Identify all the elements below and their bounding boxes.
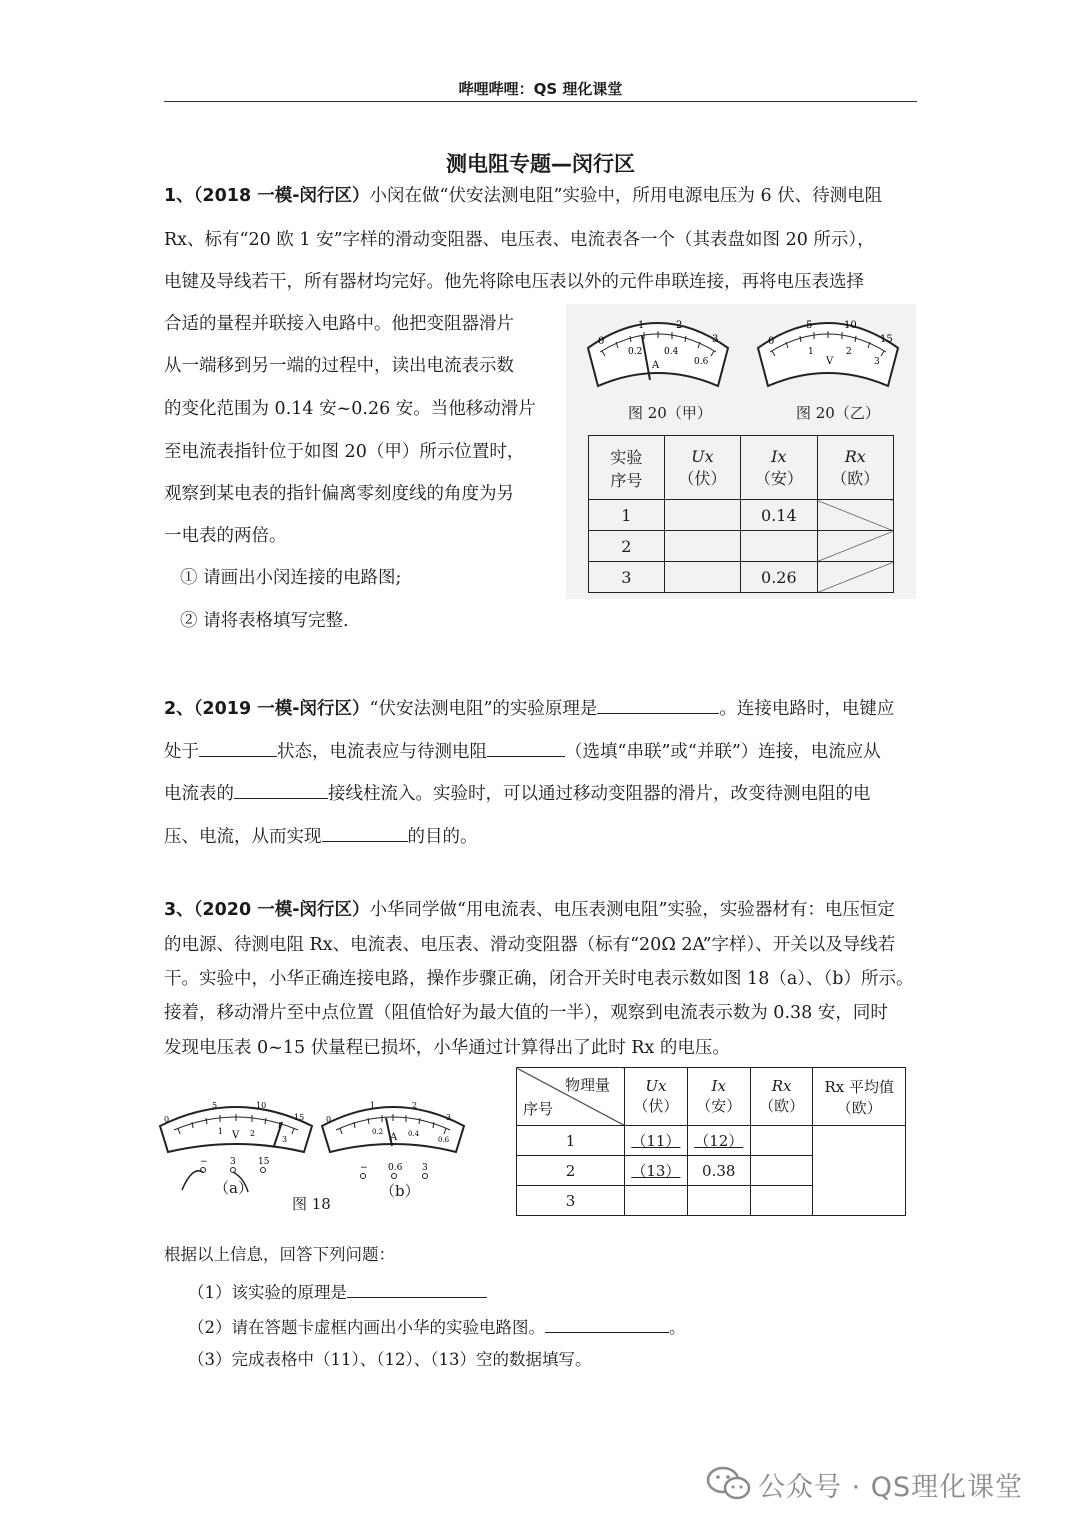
- q3-voltmeter-label: 10: [256, 1101, 267, 1110]
- table-cell: （13）: [624, 1156, 687, 1186]
- q3-ammeter-label: 0.6: [438, 1136, 450, 1144]
- table-row: [589, 562, 894, 593]
- header-divider: [164, 101, 917, 102]
- q3-voltmeter-label: V: [232, 1130, 240, 1141]
- table-row: [589, 531, 894, 562]
- table-cell: [624, 1186, 687, 1216]
- q1-header-cell: Ix （安）: [741, 436, 817, 500]
- q3-voltmeter-label: 15: [294, 1113, 305, 1122]
- q3-line-4: 接着，移动滑片至中点位置（阻值恰好为最大值的一半），观察到电流表示数为 0.38 安，同时: [164, 1003, 888, 1023]
- q1-header-cell: Ux （伏）: [664, 436, 740, 500]
- q3-fig-caption: 图 18: [292, 1195, 331, 1213]
- q1-voltmeter-label: 3: [874, 357, 880, 367]
- table-cell: [741, 531, 817, 562]
- diagonal-cell: [817, 562, 893, 593]
- q3-average-cell: [813, 1126, 906, 1216]
- q1-voltmeter-label: 0: [768, 336, 775, 347]
- q3-terminal-label: 3: [422, 1163, 428, 1173]
- q1-header-cell: 实验 序号: [589, 436, 665, 500]
- q3-voltmeter-label: 5: [212, 1101, 218, 1110]
- table-cell: [664, 500, 740, 531]
- q2-line-1: 2、（2019 一模-闵行区）“伏安法测电阻”的实验原理是 。连接电路时，电键应: [164, 694, 894, 721]
- table-cell: 1: [589, 500, 665, 531]
- q1-voltmeter-label: 5: [806, 320, 813, 331]
- q1-data-table: [588, 435, 894, 593]
- table-cell: 1: [517, 1126, 625, 1156]
- q3-ammeter-label: 2: [412, 1101, 418, 1110]
- q1-line-3: 电键及导线若干，所有器材均完好。他先将除电压表以外的元件串联连接，再将电压表选择: [164, 272, 864, 292]
- watermark-text: 公众号 · QS理化课堂: [758, 1472, 1024, 1503]
- q3-terminal-label: −: [360, 1163, 368, 1173]
- table-cell: [664, 562, 740, 593]
- q2-line-2: 处于 状态，电流表应与待测电阻 （选填“串联”或“并联”）连接，电流应从: [164, 737, 881, 764]
- q1-line-2: Rx、标有“20 欧 1 安”字样的滑动变阻器、电压表、电流表各一个（其表盘如图 20 所示），: [164, 230, 875, 250]
- q3-ammeter-label: 1: [370, 1101, 376, 1110]
- q2-blank-4[interactable]: [234, 779, 328, 799]
- table-cell: 2: [517, 1156, 625, 1186]
- q1-ammeter-label: A: [652, 360, 660, 371]
- q1-ammeter-label: 3: [712, 334, 719, 345]
- q3-blank-1[interactable]: [347, 1278, 487, 1298]
- table-cell: 0.26: [741, 562, 817, 593]
- q1-ammeter-dial: [578, 308, 738, 396]
- q3-ammeter-label: 0.2: [372, 1128, 384, 1136]
- q1-voltmeter-label: V: [826, 356, 834, 367]
- table-cell: 0.14: [741, 500, 817, 531]
- q3-fig-a-label: （a）: [214, 1179, 253, 1197]
- q3-line-2: 的电源、待测电阻 Rx、电流表、电压表、滑动变阻器（标有“20Ω 2A”字样）、开关以及导线若: [164, 935, 896, 955]
- q1-line-4: 合适的量程并联接入电路中。他把变阻器滑片: [164, 314, 514, 334]
- q2-blank-1[interactable]: [597, 694, 719, 714]
- q3-line-3: 干。实验中，小华正确连接电路，操作步骤正确，闭合开关时电表示数如图 18（a）、（b）所示。: [164, 969, 914, 989]
- q3-line-5: 发现电压表 0~15 伏量程已损坏，小华通过计算得出了此时 Rx 的电压。: [164, 1038, 730, 1058]
- q1-line-1: 1、（2018 一模-闵行区）小闵在做“伏安法测电阻”实验中，所用电源电压为 6 伏、待测电阻: [164, 186, 883, 206]
- q3-voltmeter-label: 2: [250, 1129, 256, 1138]
- table-cell: [687, 1186, 750, 1216]
- q3-intro: 根据以上信息，回答下列问题：: [164, 1245, 395, 1264]
- table-cell: 3: [589, 562, 665, 593]
- q3-voltmeter-label: 0: [164, 1115, 170, 1124]
- q3-ammeter-dial: [318, 1096, 468, 1186]
- q1-ammeter-label: 0.2: [628, 347, 643, 357]
- q1-line-8: 观察到某电表的指针偏离零刻度线的角度为另: [164, 484, 514, 504]
- table-cell: （12）: [687, 1126, 750, 1156]
- page-title: 测电阻专题—闵行区: [446, 152, 635, 176]
- q3-terminal-label: 0.6: [388, 1163, 403, 1173]
- q3-sub-2: （2）请在答题卡虚框内画出小华的实验电路图。 。: [188, 1313, 686, 1340]
- q2-line-4: 压、电流，从而实现 的目的。: [164, 822, 478, 849]
- table-cell: 3: [517, 1186, 625, 1216]
- q1-line-6: 的变化范围为 0.14 安~0.26 安。当他移动滑片: [164, 399, 536, 419]
- q3-header-cell: Rx （欧）: [750, 1068, 813, 1126]
- q3-terminal-label: 3: [230, 1157, 236, 1167]
- table-cell: [750, 1156, 813, 1186]
- table-row: [589, 500, 894, 531]
- q1-ammeter-label: 0.4: [664, 347, 679, 357]
- q3-blank-2[interactable]: [545, 1313, 669, 1333]
- table-cell: [750, 1186, 813, 1216]
- q2-blank-2[interactable]: [199, 737, 277, 757]
- q1-voltmeter-label: 10: [844, 320, 857, 331]
- q3-ammeter-label: 0: [326, 1115, 332, 1124]
- q3-ammeter-label: A: [390, 1132, 398, 1143]
- q3-voltmeter-label: 3: [282, 1135, 288, 1144]
- diagonal-cell: [817, 500, 893, 531]
- q3-sub-3: （3）完成表格中（11）、（12）、（13）空的数据填写。: [188, 1350, 592, 1369]
- q1-line-7: 至电流表指针位于如图 20（甲）所示位置时，: [164, 442, 525, 462]
- table-cell: [664, 531, 740, 562]
- q3-data-table: [516, 1067, 906, 1216]
- q3-header-cell: Ux （伏）: [624, 1068, 687, 1126]
- q1-header-cell: Rx （欧）: [817, 436, 893, 500]
- q3-header-cell: Ix （安）: [687, 1068, 750, 1126]
- q3-ammeter-label: 3: [446, 1113, 452, 1122]
- q3-header-cell: Rx 平均值 （欧）: [813, 1068, 906, 1126]
- q1-sub-1: ① 请画出小闵连接的电路图;: [180, 568, 402, 588]
- q2-line-3: 电流表的 接线柱流入。实验时，可以通过移动变阻器的滑片，改变待测电阻的电: [164, 779, 871, 806]
- q3-terminal-label: −: [200, 1157, 208, 1167]
- page-header: 哔哩哔哩：QS 理化课堂: [458, 80, 623, 98]
- q2-blank-3[interactable]: [487, 737, 565, 757]
- q1-ammeter-label: 1: [638, 320, 645, 331]
- q3-voltmeter-label: 1: [218, 1127, 224, 1136]
- q1-voltmeter-label: 15: [880, 334, 893, 345]
- q3-line-1: 3、（2020 一模-闵行区）小华同学做“用电流表、电压表测电阻”实验，实验器材有：电压恒定: [164, 900, 895, 920]
- q3-corner-cell: 物理量 序号: [517, 1068, 625, 1126]
- q1-voltmeter-label: 1: [808, 347, 814, 357]
- q3-ammeter-label: 0.4: [408, 1130, 420, 1138]
- q1-line-5: 从一端移到另一端的过程中，读出电流表示数: [164, 356, 514, 376]
- table-cell: （11）: [624, 1126, 687, 1156]
- q1-ammeter-label: 2: [676, 320, 683, 331]
- diagonal-cell: [817, 531, 893, 562]
- q3-sub-1: （1）该实验的原理是: [188, 1278, 487, 1305]
- q1-line-9: 一电表的两倍。: [164, 526, 287, 546]
- table-cell: 0.38: [687, 1156, 750, 1186]
- table-row: [517, 1126, 906, 1156]
- q1-fig-a-caption: 图 20（甲）: [628, 404, 712, 422]
- q1-voltmeter-label: 2: [846, 347, 852, 357]
- q1-ammeter-label: 0.6: [694, 357, 709, 367]
- q1-sub-2: ② 请将表格填写完整.: [180, 611, 349, 631]
- q3-terminal-label: 15: [258, 1157, 270, 1167]
- table-cell: [750, 1126, 813, 1156]
- table-cell: 2: [589, 531, 665, 562]
- q2-blank-5[interactable]: [322, 822, 408, 842]
- q3-fig-b-label: （b）: [380, 1182, 420, 1200]
- q1-fig-b-caption: 图 20（乙）: [796, 404, 880, 422]
- q1-voltmeter-dial: [748, 308, 908, 396]
- wechat-icon: [706, 1466, 752, 1502]
- q1-ammeter-label: 0: [598, 336, 605, 347]
